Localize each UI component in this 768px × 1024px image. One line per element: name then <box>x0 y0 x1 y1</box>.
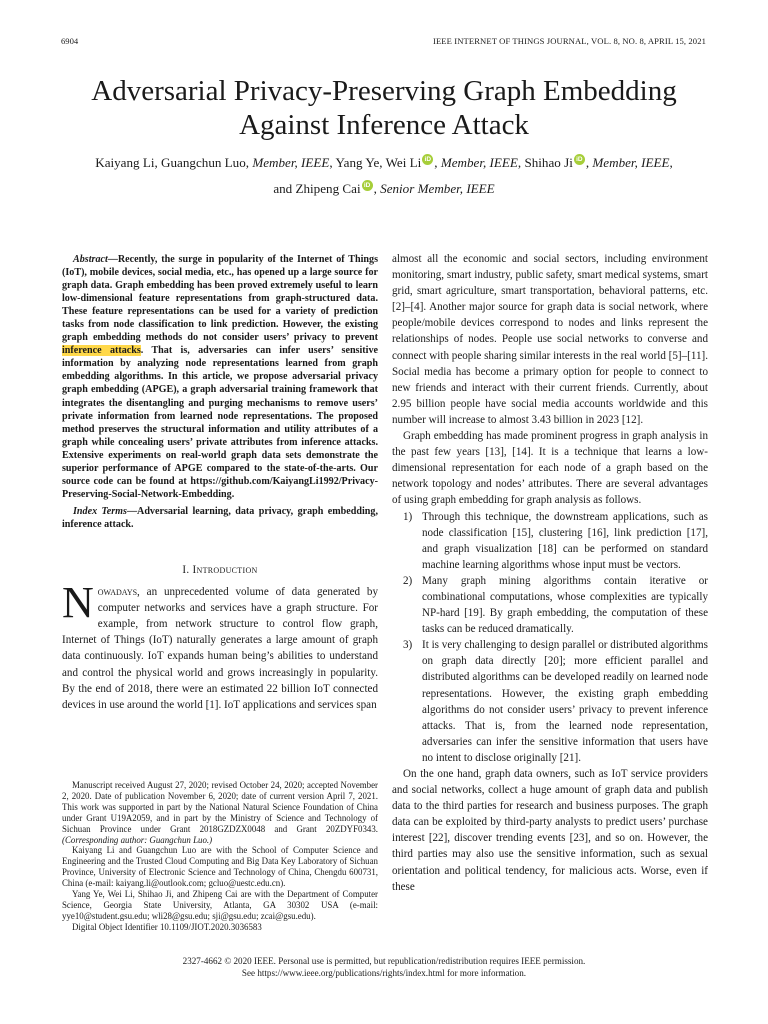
author-line-2: and Zhipeng Cai iD , Senior Member, IEEE <box>273 181 495 196</box>
running-header <box>61 36 706 48</box>
orcid-icon[interactable]: iD <box>362 180 373 191</box>
author-names-1: Kaiyang Li, Guangchun Luo, <box>95 155 253 170</box>
index-terms: Index Terms—Adversarial learning, data privacy, graph embedding, inference attack. <box>62 505 378 530</box>
left-column <box>62 253 378 713</box>
right-column <box>392 251 708 895</box>
section-heading-introduction: I. Introduction <box>182 563 258 576</box>
list-item: 1) Through this technique, the downstream applications, such as node classification [15], clustering [16], link prediction [17], and graph visualization [18] can be performed on standard machine learning algorithms whose input must be vectors. <box>403 510 708 571</box>
drop-cap: N <box>62 578 94 628</box>
copyright-line-1: 2327-4662 © 2020 IEEE. Personal use is permitted, but republication/redistribution requires IEEE permission. <box>182 956 586 966</box>
paper-title <box>40 74 728 142</box>
author-line-1: Kaiyang Li, Guangchun Luo, Member, IEEE, Yang Ye, Wei Li iD , Member, IEEE, Shihao Ji iD , Member, IEEE, <box>95 155 673 170</box>
author-role-4: Senior Member, IEEE <box>380 181 495 196</box>
footnotes <box>62 780 378 933</box>
author-role-2: Member, IEEE <box>440 155 518 170</box>
body-paragraph: almost all the economic and social sectors, including environment monitoring, smart industry, public safety, smart medical systems, smart grid, smart agriculture, smart transportation, behavioral patterns, etc. [2]–[4]. Another major source for graph data is social network, where people/mobile devices correspond to nodes and links represent the relationships of nodes. People use social networks to converse and connect with people sharing similar interests in the real world [5]–[11]. Social media has become a primary option for people to connect to new friends and interact with their current friends. Currently, about 2.95 billion people have social media accounts worldwide and this number will increase to almost 3.43 billion in 2023 [12]. <box>392 253 708 426</box>
author-list <box>40 150 728 202</box>
author-role-3: Member, IEEE, <box>592 155 673 170</box>
footnote-affiliation-2: Yang Ye, Wei Li, Shihao Ji, and Zhipeng Cai are with the Department of Computer Science, Georgia State University, Atlanta, GA 30302 USA (e-mail: yye10@student.gsu.edu; wli28@gsu.edu; sji@gsu.edu; zcai@gsu.edu). <box>62 889 378 921</box>
orcid-icon[interactable]: iD <box>574 154 585 165</box>
author-role-1: Member, IEEE <box>252 155 330 170</box>
list-item: 3) It is very challenging to design parallel or distributed algorithms on graph data directly [20]; more efficient parallel and distributed algorithms can be developed readily on learned node representations. However, the existing graph embedding algorithms do not consider users’ privacy to prevent inference attacks. That is, from the learned node representation, adversaries can infer the sensitive information that users have no intent to disclose originally [21]. <box>403 639 708 764</box>
highlighted-text: inference attacks <box>62 345 141 357</box>
orcid-icon[interactable]: iD <box>422 154 433 165</box>
copyright-line-2: See https://www.ieee.org/publications/rights/index.html for more information. <box>241 968 527 979</box>
journal-citation: IEEE INTERNET OF THINGS JOURNAL, VOL. 8, NO. 8, APRIL 15, 2021 <box>433 36 706 46</box>
footnote-manuscript: Manuscript received August 27, 2020; revised October 24, 2020; accepted November 2, 2020. Date of publication November 6, 2020; date of current version April 7, 2021. This work was supported in part by the National Natural Science Foundation of China under Grant U19A2059, and in part by the Ministry of Science and Technology of Sichuan Province under Grant 2018GZDZX0048 and Grant 20ZDYF0343. (Corresponding author: Guangchun Luo.) <box>62 780 378 845</box>
abstract-label: Abstract <box>73 254 108 265</box>
body-paragraph: On the one hand, graph data owners, such as IoT service providers and social networks, collect a huge amount of graph data and publish data to the third parties for research and business purposes. The graph data can be exploited by third-party analysts to predict users’ purchase interest [22], discover trending events [23], and so on. However, the third parties may also use the sensitive information, such as sexual orientation and political tendency, for malicious acts. Worse, even if these <box>392 768 708 893</box>
author-names-2: , Yang Ye, Wei Li <box>329 155 422 170</box>
footnote-doi: Digital Object Identifier 10.1109/JIOT.2020.3036583 <box>72 921 262 932</box>
author-names-4: and Zhipeng Cai <box>273 181 361 196</box>
body-paragraph: Graph embedding has made prominent progress in graph analysis in the past few years [13], [14]. It is a technique that learns a low-dimensional representation for each node of a graph based on the network topology and nodes’ attributes. There are several advantages of using graph embedding for graph analysis as follows. <box>392 430 708 507</box>
footnote-affiliation-1: Kaiyang Li and Guangchun Luo are with the School of Computer Science and Engineering and the Trusted Cloud Computing and Big Data Key Laboratory of Sichuan Province, University of Electronic Science and Technology of China, Chengdu 600731, China (e-mail: kaiyang.li@outlook.com; gcluo@uestc.edu.cn). <box>62 845 378 889</box>
introduction-body <box>62 578 378 713</box>
index-terms-label: Index Terms <box>73 505 127 517</box>
lead-word: owadays <box>97 586 138 599</box>
intro-paragraph: Nowadays, an unprecedented volume of data generated by computer networks and services have a graph structure. For example, from network structure to control flow graph, Internet of Things (IoT) naturally generates a large amount of graph data continuously. IoT expands human being’s abilities to understand and control the physical world and grows increasingly in popularity. By the end of 2018, there were an estimated 22 billion IoT connected devices in use around the world [1]. IoT applications and services span <box>62 578 378 711</box>
abstract: Abstract—Recently, the surge in popularity of the Internet of Things (IoT), mobile devices, social media, etc., has opened up a large source for graph data. Graph embedding has been proved extremely useful to learn low-dimensional feature representations from graph-structured data. These feature representations can be used for a variety of prediction tasks from node classification to link prediction. However, the existing graph embedding methods do not consider users’ privacy to prevent inference attacks. That is, adversaries can infer users’ sensitive information by analyzing node representations learned from graph embedding algorithms. In this article, we propose adversarial privacy graph embedding (APGE), a graph adversarial training framework that integrates the disentangling and purging mechanisms to remove users’ private information from learned node representations. The proposed method preserves the structural information and utility attributes of a graph while concealing users’ private attributes from inference attacks. Extensive experiments on real-world graph data sets demonstrate the superior performance of APGE compared to the state-of-the-arts. Our source code can be found at https://github.com/KaiyangLi1992/Privacy-Preserving-Social-Network-Embedding. <box>62 254 378 500</box>
list-item: 2) Many graph mining algorithms contain iterative or combinational computations, whose complexities are typically NP-hard [19]. By graph embedding, the computation of these tasks can be reduced dramatically. <box>403 574 708 636</box>
author-names-3: , Shihao Ji <box>517 155 573 170</box>
advantages-list <box>392 509 708 767</box>
title-line-2: Against Inference Attack <box>239 109 529 141</box>
copyright-notice <box>40 955 728 980</box>
title-line-1: Adversarial Privacy-Preserving Graph Embedding <box>91 75 677 107</box>
page-number: 6904 <box>61 36 79 46</box>
